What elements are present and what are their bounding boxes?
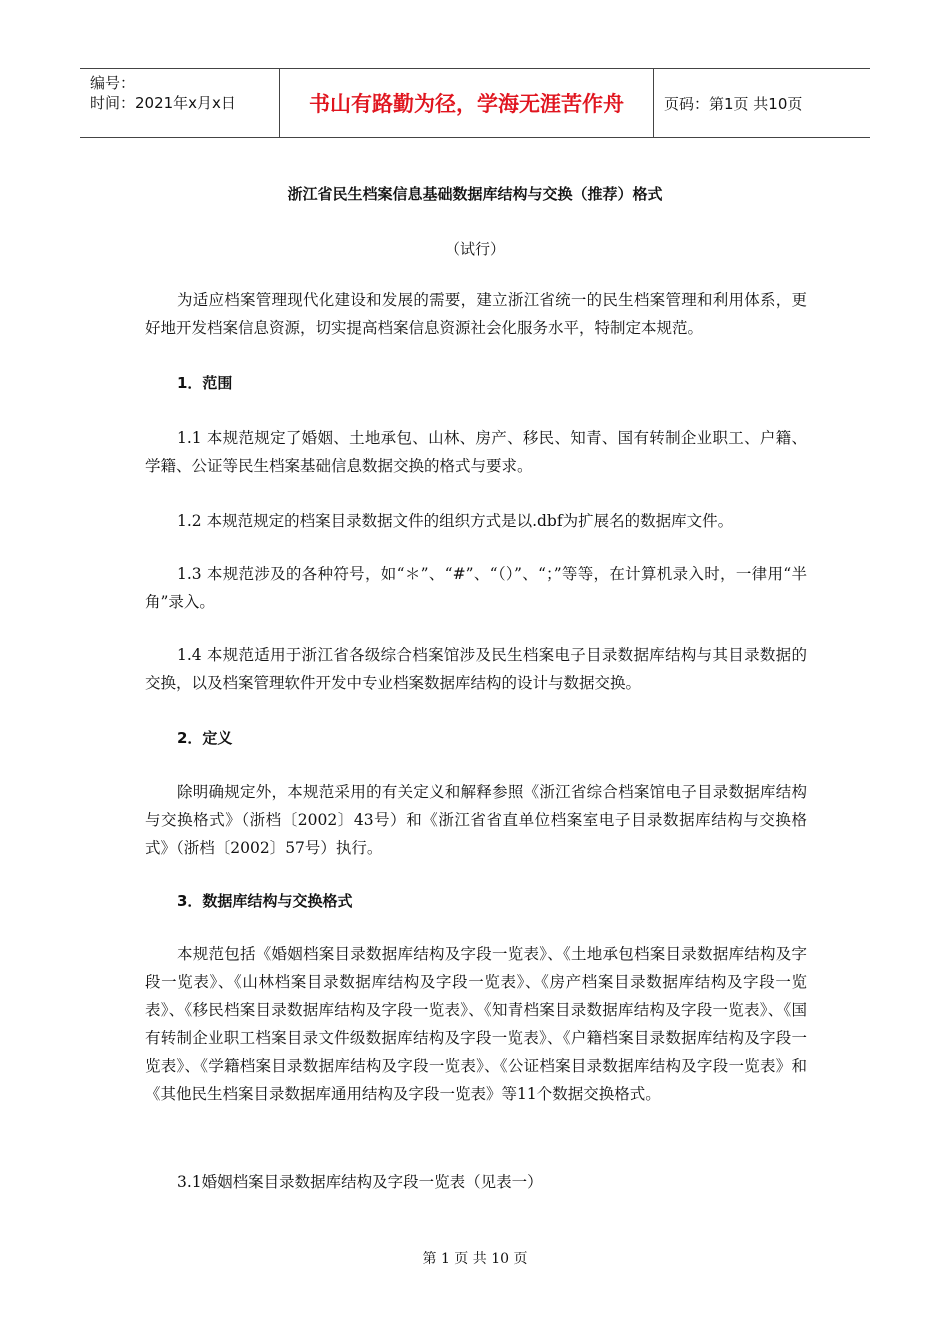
document-title: 浙江省民生档案信息基础数据库结构与交换（推荐）格式 [287, 185, 663, 203]
section-1-3: 1.3 本规范涉及的各种符号，如“＊”、“#”、“（）”、“；”等等，在计算机录入时，一律用“半角”录入。 [145, 565, 807, 611]
section-2-text: 除明确规定外，本规范采用的有关定义和解释参照《浙江省综合档案馆电子目录数据库结构与交换格式》（浙档〔2002〕43号）和《浙江省省直单位档案室电子目录数据库结构与交换格式》（浙档〔2002〕57号）执行。 [145, 783, 807, 857]
section-1-heading: 1．范围 [177, 374, 233, 392]
section-1-1: 1.1 本规范规定了婚姻、土地承包、山林、房产、移民、知青、国有转制企业职工、户籍、学籍、公证等民生档案基础信息数据交换的格式与要求。 [145, 429, 807, 475]
number-label: 编号： [90, 74, 136, 92]
header-table [80, 68, 870, 138]
section-3-1: 3.1婚姻档案目录数据库结构及字段一览表（见表一） [177, 1173, 543, 1191]
page-info: 页码：第1页 共10页 [664, 94, 803, 113]
time-label: 时间：2021年x月x日 [90, 94, 236, 112]
document-subtitle: （试行） [444, 240, 505, 258]
section-3-text: 本规范包括《婚姻档案目录数据库结构及字段一览表》、《土地承包档案目录数据库结构及字段一览表》、《山林档案目录数据库结构及字段一览表》、《房产档案目录数据库结构及字段一览表》、《移民档案目录数据库结构及字段一览表》、《知青档案目录数据库结构及字段一览表》、《国有转制企业职工档案目录文件级数据库结构及字段一览表》、《户籍档案目录数据库结构及字段一览表》、《学籍档案目录数据库结构及字段一览表》、《公证档案目录数据库结构及字段一览表》和《其他民生档案目录数据库通用结构及字段一览表》等11个数据交换格式。 [145, 945, 807, 1103]
section-2-heading: 2．定义 [177, 729, 233, 747]
section-3-heading: 3．数据库结构与交换格式 [177, 892, 353, 910]
intro-paragraph: 为适应档案管理现代化建设和发展的需要，建立浙江省统一的民生档案管理和利用体系，更好地开发档案信息资源，切实提高档案信息资源社会化服务水平，特制定本规范。 [145, 291, 807, 337]
header-left-cell [80, 69, 280, 137]
section-1-4: 1.4 本规范适用于浙江省各级综合档案馆涉及民生档案电子目录数据库结构与其目录数据的交换，以及档案管理软件开发中专业档案数据库结构的设计与数据交换。 [145, 646, 807, 692]
page-footer: 第 1 页 共 10 页 [422, 1251, 528, 1267]
section-1-2: 1.2 本规范规定的档案目录数据文件的组织方式是以.dbf为扩展名的数据库文件。 [177, 512, 734, 530]
motto: 书山有路勤为径，学海无涯苦作舟 [280, 69, 654, 137]
